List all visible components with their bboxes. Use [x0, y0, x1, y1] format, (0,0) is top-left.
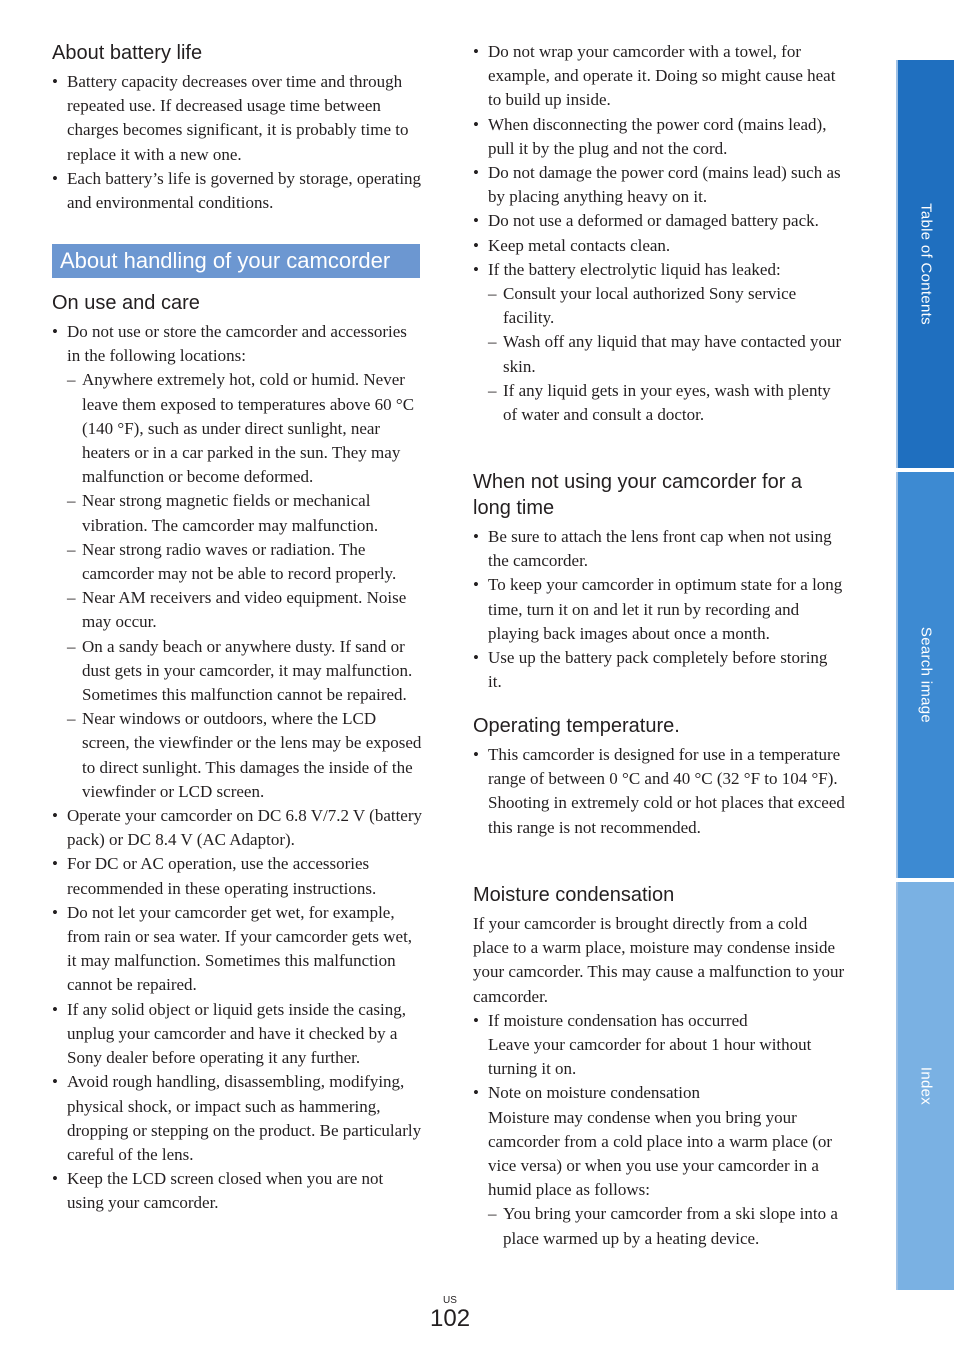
- section-banner: About handling of your camcorder: [52, 244, 420, 278]
- list-item: • If the battery electrolytic liquid has leaked:: [473, 258, 845, 282]
- page-number-value: 102: [430, 1305, 471, 1332]
- list-item: • This camcorder is designed for use in a temperature range of between 0 °C and 40 °C (32 °F to 104 °F). Shooting in extremely cold or hot places that exceed this range is not recommended.: [473, 743, 845, 840]
- list-item: • When disconnecting the power cord (mains lead), pull it by the plug and not the cord.: [473, 113, 845, 161]
- list-item: – If any liquid gets in your eyes, wash with plenty of water and consult a doctor.: [488, 380, 831, 425]
- page-number: [430, 1296, 470, 1332]
- list-item: – Near strong magnetic fields or mechanical vibration. The camcorder may malfunction.: [67, 491, 379, 535]
- list-item: • Do not damage the power cord (mains lead) such as by placing anything heavy on it.: [473, 161, 845, 209]
- paragraph: Moisture may condense when you bring your camcorder from a cold place into a warm place (or vice versa) or when you use your camcorder in a humid place as follows:: [488, 1107, 833, 1200]
- list-item: • Do not use a deformed or damaged battery pack.: [473, 209, 845, 233]
- list-item: – On a sandy beach or anywhere dusty. If sand or dust gets in your camcorder, it may malfunction. Sometimes this malfunction cannot be repaired.: [67, 636, 413, 705]
- section-use-care: [52, 290, 424, 1216]
- list-item: – Near windows or outdoors, where the LCD screen, the viewfinder or the lens may be exposed to direct sunlight. This damages the inside of the viewfinder or LCD screen.: [67, 709, 422, 801]
- section-temperature: [473, 713, 845, 840]
- heading-use-care: On use and care: [52, 292, 200, 314]
- list-item: • Do not use or store the camcorder and accessories in the following locations:: [52, 320, 424, 368]
- list-item: • Do not let your camcorder get wet, for example, from rain or sea water. If your camcorder gets wet, it may malfunction. Sometimes this malfunction cannot be repaired.: [52, 901, 424, 998]
- list-item: • Operate your camcorder on DC 6.8 V/7.2 V (battery pack) or DC 8.4 V (AC Adaptor).: [52, 804, 424, 852]
- tab-label: Search image: [917, 626, 935, 724]
- heading-temperature: Operating temperature.: [473, 715, 680, 737]
- list-item: • If any solid object or liquid gets inside the casing, unplug your camcorder and have it checked by a Sony dealer before operating it any further.: [52, 998, 424, 1071]
- section-moisture: [473, 882, 845, 1251]
- list-item: • If moisture condensation has occurred: [473, 1009, 845, 1033]
- tab-label: Index: [917, 1066, 935, 1106]
- list-item: • Keep metal contacts clean.: [473, 234, 845, 258]
- heading-long-time: When not using your camcorder for a long time: [473, 471, 803, 519]
- list-item: • For DC or AC operation, use the accessories recommended in these operating instructions.: [52, 852, 424, 900]
- tab-index[interactable]: [896, 882, 954, 1290]
- paragraph: If your camcorder is brought directly from a cold place to a warm place, moisture may condense inside your camcorder. This may cause a malfunction to your camcorder.: [473, 914, 845, 1006]
- list-item: • Each battery’s life is governed by storage, operating and environmental conditions.: [52, 167, 424, 215]
- list-item: • Be sure to attach the lens front cap when not using the camcorder.: [473, 525, 845, 573]
- side-tab-bar: [896, 60, 954, 1290]
- heading-battery-life: About battery life: [52, 42, 203, 64]
- list-item: – Near strong radio waves or radiation. The camcorder may not be able to record properly.: [67, 539, 397, 584]
- heading-moisture: Moisture condensation: [473, 884, 675, 906]
- list-item: • Battery capacity decreases over time and through repeated use. If decreased usage time between charges becomes significant, it is probably time to replace it with a new one.: [52, 70, 424, 167]
- tab-search-image[interactable]: [896, 472, 954, 878]
- list-item: • Avoid rough handling, disassembling, modifying, physical shock, or impact such as hammering, dropping or stepping on the product. Be particularly careful of the lens.: [52, 1070, 424, 1167]
- list-item: • Use up the battery pack completely before storing it.: [473, 646, 845, 694]
- tab-label: Table of Contents: [917, 203, 935, 325]
- paragraph: Leave your camcorder for about 1 hour without turning it on.: [488, 1035, 812, 1079]
- section-long-time: [473, 469, 845, 694]
- list-item: – Anywhere extremely hot, cold or humid. Never leave them exposed to temperatures above 60 °C (140 °F), such as under direct sunlight, near heaters or in a car parked in the sun. They may malfunction or become deformed.: [67, 370, 415, 487]
- list-item: – Wash off any liquid that may have contacted your skin.: [488, 332, 842, 376]
- list-item: – Consult your local authorized Sony service facility.: [488, 284, 797, 328]
- region-code: US: [443, 1295, 457, 1306]
- list-item: • To keep your camcorder in optimum state for a long time, turn it on and let it run by recording and playing back images about once a month.: [473, 573, 845, 646]
- list-item: – Near AM receivers and video equipment. Noise may occur.: [67, 588, 407, 632]
- section-care-continued: [473, 40, 845, 427]
- list-item: • Keep the LCD screen closed when you are not using your camcorder.: [52, 1167, 424, 1215]
- list-item: • Note on moisture condensation: [473, 1081, 845, 1105]
- tab-table-of-contents[interactable]: [896, 60, 954, 468]
- list-item: • Do not wrap your camcorder with a towel, for example, and operate it. Doing so might cause heat to build up inside.: [473, 40, 845, 113]
- list-item: – You bring your camcorder from a ski slope into a place warmed up by a heating device.: [488, 1204, 838, 1248]
- section-battery-life: [52, 40, 424, 215]
